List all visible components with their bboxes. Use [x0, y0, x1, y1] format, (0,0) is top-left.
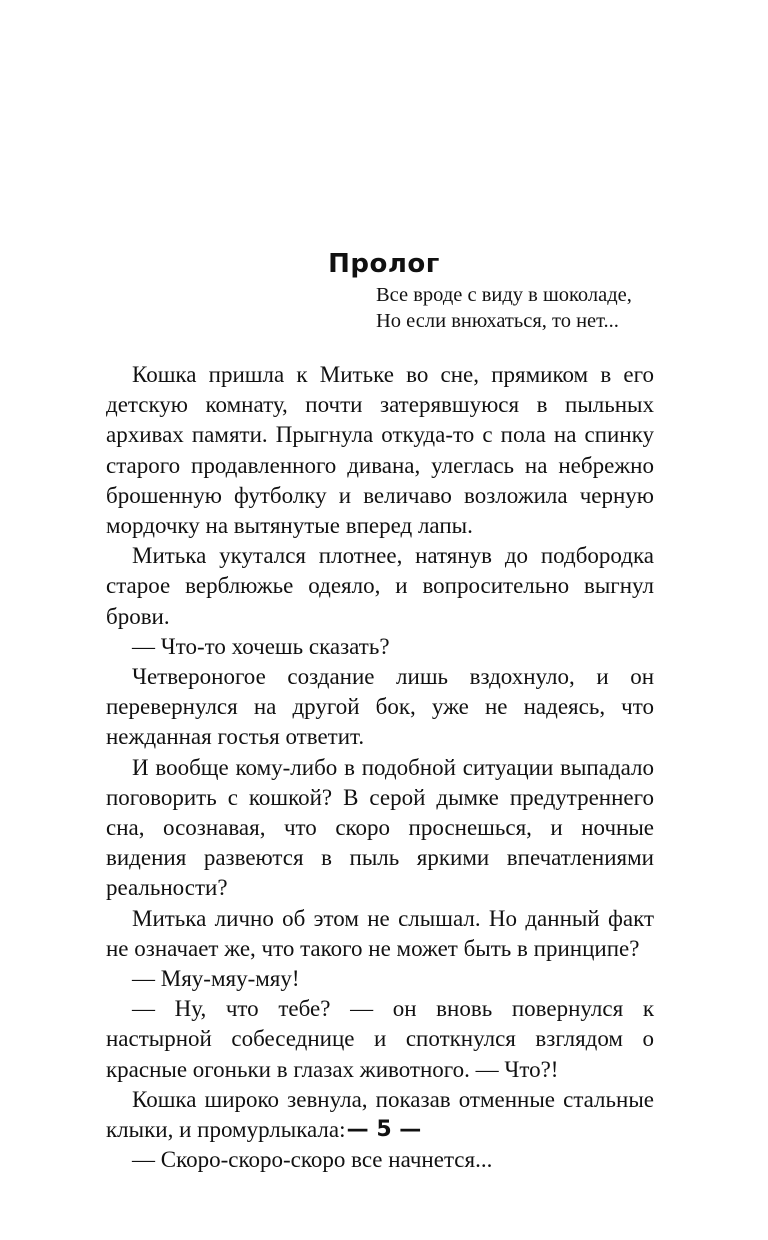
paragraph: Митька укутался плотнее, натянув до подбородка старое верблюжье одеяло, и вопросительно выгнул брови.	[106, 543, 654, 629]
dialogue-line: — Что-то хочешь сказать?	[132, 633, 390, 659]
dialogue-line: — Скоро-скоро-скоро все начнется...	[132, 1147, 493, 1173]
paragraph: Кошка пришла к Митьке во сне, прямиком в его детскую комнату, почти затерявшуюся в пыльных архивах памяти. Прыгнула откуда-то с пола на спинку старого продавленного дивана, улеглась на небрежно брошенную футболку и величаво возложила черную мордочку на вытянутые вперед лапы.	[106, 362, 654, 539]
epigraph	[376, 282, 632, 334]
chapter-title: Пролог	[328, 249, 440, 280]
body-text	[106, 360, 654, 1175]
dialogue-line: — Ну, что тебе? — он вновь повернулся к настырной собеседнице и споткнулся взглядом о красные огоньки в глазах животного. — Что?!	[106, 996, 654, 1082]
epigraph-line: Все вроде с виду в шоколаде,	[376, 284, 632, 306]
dialogue-line: — Мяу-мяу-мяу!	[132, 966, 300, 992]
page-number: — 5 —	[346, 1117, 422, 1142]
epigraph-line: Но если внюхаться, то нет...	[376, 310, 619, 332]
paragraph: Митька лично об этом не слышал. Но данный факт не означает же, что такого не может быть в принципе?	[106, 905, 654, 961]
paragraph: Четвероногое создание лишь вздохнуло, и он перевернулся на другой бок, уже не надеясь, что нежданная гостья ответит.	[106, 664, 654, 750]
paragraph: И вообще кому-либо в подобной ситуации выпадало поговорить с кошкой? В серой дымке предутреннего сна, осознавая, что скоро проснешься, и ночные видения развеются в пыль яркими впечатлениями реальности?	[106, 754, 654, 901]
paragraph: Кошка широко зевнула, показав отменные стальные клыки, и промурлыкала:	[106, 1086, 654, 1143]
